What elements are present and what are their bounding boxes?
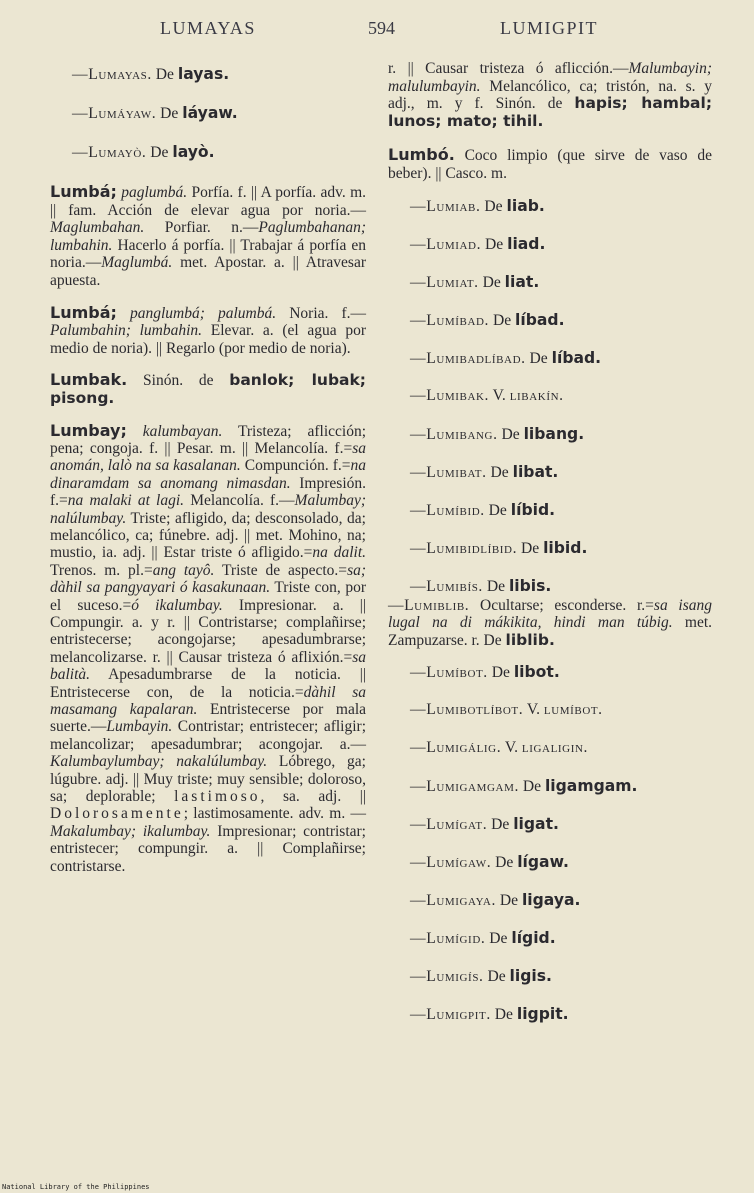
xref-target: libakín. — [509, 386, 564, 404]
xref-label: V. — [526, 701, 540, 719]
xref-entry — [388, 739, 712, 757]
definition-text: Entristecerse por mala suerte.— — [50, 701, 367, 736]
variant: dàhil sa masamang kapalaran. — [50, 683, 366, 719]
headword: —Lumigís. — [410, 968, 484, 986]
definition-text: Elevar. a. (el agua por medio de noria). || Regarlo (por medio de noria). — [50, 322, 366, 357]
definition-text: Coco limpio (que sirve de vaso de beber). || Casco. m. — [388, 147, 712, 182]
xref-target: lígaw. — [517, 853, 569, 872]
xref-label: De — [529, 349, 548, 367]
definition-text: Contristar; entristecer; afligir; melancolizar; apesadumbrar; acongojar. a.— — [50, 718, 366, 753]
xref-target: liblib. — [505, 630, 555, 649]
xref-entry — [388, 197, 712, 215]
xref-label: De — [160, 105, 179, 122]
variant: sa balità. — [50, 648, 366, 684]
xref-label: De — [491, 816, 510, 834]
definition-text: met. Zampuzarse. r. De — [388, 614, 713, 649]
xref-entry — [388, 463, 712, 481]
definition-text: Noria. f.— — [289, 304, 367, 322]
definition-text: Sinón. de — [143, 372, 214, 390]
headword: —Lumigamgam. — [410, 778, 519, 796]
variant: Makalumbay; ikalumbay. — [50, 822, 211, 840]
xref-target: libat. — [512, 462, 559, 481]
xref-target: libis. — [508, 576, 552, 595]
xref-target: ligpit. — [516, 1005, 569, 1024]
xref-entry — [388, 577, 712, 595]
entry-lumba-2 — [50, 304, 366, 358]
xref-target: ligamgam. — [544, 777, 638, 796]
xref-entry — [388, 777, 712, 795]
headword: —Lumiblib. — [388, 596, 470, 614]
xref-label: De — [488, 501, 507, 519]
variant: Lumbayin. — [106, 718, 173, 736]
xref-target: lígid. — [511, 929, 556, 948]
xref-target: libid. — [543, 538, 588, 557]
lemma: Lumbay; — [50, 420, 127, 440]
xref-target: lumíbot. — [543, 701, 603, 719]
headword: —Lumigálig. — [410, 739, 502, 757]
headword: —Lumiab. — [410, 197, 481, 215]
definition-text: Hacerlo á porfía. || Trabajar á porfía en noria.— — [50, 236, 366, 272]
xref-entry — [388, 387, 712, 405]
xref-entry — [388, 425, 712, 443]
definition-text: Triste; afligido, da; desconsolado, da; melancólico, ca; fúnebre. adj. || met. Mohino, na; mustio, ia. adj. || Estar triste ó afligido.= — [50, 509, 366, 562]
definition-text: met. Apostar. a. || Atravesar apuesta. — [50, 254, 366, 289]
left-column — [50, 60, 366, 875]
xref-label: De — [501, 425, 520, 443]
xref-target: líbad. — [551, 348, 602, 367]
right-xref-list — [388, 197, 712, 595]
headword: —Lumiad. — [410, 235, 482, 253]
xref-target: layas. — [177, 65, 230, 83]
variant: Palumbahin; lumbahin. — [50, 322, 203, 340]
variant: Maglumbá. — [101, 254, 173, 272]
xref-label: De — [520, 539, 540, 557]
xref-entry — [388, 501, 712, 519]
lemma: Lumbak. — [50, 370, 128, 390]
variant: ang tayô. — [152, 561, 215, 579]
xref-target: liab. — [506, 196, 545, 215]
definition-text: , sa. adj. || — [260, 788, 366, 806]
xref-target: liat. — [504, 272, 540, 291]
variant: sa anomán, lalò na sa kasalanan. — [50, 439, 366, 475]
xref-entry — [388, 539, 712, 557]
xref-target: ligaya. — [521, 891, 581, 910]
entry-lumbak — [50, 371, 366, 407]
xref-label: De — [491, 664, 510, 682]
entry-lumbay — [50, 422, 366, 876]
xref-entry — [388, 701, 712, 719]
xref-target: láyaw. — [182, 104, 238, 122]
xref-entry — [388, 929, 712, 947]
xref-label: De — [522, 778, 542, 796]
headword: —Lumígid. — [410, 930, 486, 948]
definition-text: Melancólico, ca; tristón, na. s. y adj., m. y f. Sinón. de — [388, 77, 713, 113]
xref-target: líbid. — [510, 500, 556, 519]
variant: Paglumbahanan; lumbahin. — [50, 219, 366, 254]
variant: Malumbayin; malulumbayin. — [388, 60, 712, 95]
xref-target: ligis. — [509, 967, 552, 986]
lemma: Lumbá; — [50, 302, 117, 322]
definition-text: Tristeza; aflicción; pena; congoja. f. || Pesar. m. || Melancolía. f.= — [50, 422, 366, 457]
xref-label: De — [489, 930, 508, 948]
entry-lumiblib — [388, 597, 712, 650]
xref-label: De — [499, 892, 519, 910]
spaced-text: lastimoso — [174, 788, 261, 806]
headword: —Lumibotlíbot. — [410, 701, 524, 719]
xref-entry — [388, 273, 712, 291]
library-credit: National Library of the Philippines — [2, 1183, 150, 1191]
xref-entry — [388, 349, 712, 367]
variant: ó ikalumbay. — [131, 596, 223, 614]
headword: —Lumigpit. — [410, 1006, 491, 1024]
xref-entry — [388, 235, 712, 253]
lemma: Lumbá; — [50, 182, 117, 201]
variant: Maglumbahan. — [50, 219, 145, 237]
xref-label: De — [492, 311, 512, 329]
variant: panglumbá; palumbá. — [130, 304, 277, 322]
headword: —Lumíbid. — [410, 501, 485, 519]
variant: na dalit. — [312, 544, 366, 562]
xref-label: V. — [504, 739, 519, 757]
definition-text: r. || Causar tristeza ó aflicción.— — [388, 60, 629, 77]
headword: —Lumibís. — [410, 577, 483, 595]
xref-label: De — [490, 463, 509, 481]
definition-text: Lóbrego, ga; lúgubre. adj. || Muy triste; muy sensible; doloroso, sa; deplorable; — [50, 753, 366, 806]
variant: sa; dàhil sa pangyayari ó kasakunaan. — [50, 561, 367, 597]
variant: sa isang lugal na di mákikita, hindi man túbig. — [388, 596, 712, 632]
xref-target: líbad. — [515, 310, 565, 329]
entry-lumba-1 — [50, 183, 366, 290]
header-guide-word-right: LUMIGPIT — [500, 18, 598, 38]
variant: Kalumbaylumbay; nakalúlumbay. — [50, 753, 268, 771]
page-header — [0, 18, 754, 46]
definition-text: Porfía. f. || A porfía. adv. m. || fam. Acción de elevar agua por noria.— — [50, 184, 367, 219]
xref-entry — [388, 1005, 712, 1023]
xref-entry — [50, 143, 366, 161]
xref-target: ligat. — [513, 815, 559, 834]
headword: —Lumayò. — [72, 144, 147, 161]
definition-text: Apesadumbrarse de la noticia. || Entristecerse con, de la noticia.= — [50, 666, 366, 701]
definition-text: Impresionar. a. || Compungir. a. y r. || Contristarse; complañirse; entristecerse; acongojarse; apesadumbrarse; melancolizarse. r. || Causar tristeza ó aflixión.= — [50, 596, 366, 666]
headword: —Lumibat. — [410, 463, 487, 481]
variant: Malumbay; nalúlumbay. — [50, 492, 366, 527]
left-xref-list — [50, 65, 366, 161]
page-number: 594 — [368, 18, 395, 38]
xref-label: De — [482, 273, 501, 291]
headword: —Lumibadlíbad. — [410, 349, 526, 367]
xref-target: libang. — [523, 424, 585, 443]
headword: —Lumibidlíbid. — [410, 539, 518, 557]
header-guide-word-left: LUMAYAS — [160, 18, 256, 38]
headword: —Lumígaw. — [410, 854, 492, 872]
xref-entry — [388, 891, 712, 909]
xref-entry — [50, 65, 366, 83]
xref-target: layò. — [172, 143, 215, 161]
headword: —Lumiat. — [410, 273, 479, 291]
xref-entry — [388, 967, 712, 985]
headword: —Lumígat. — [410, 816, 488, 834]
definition-text: Impresionar; contristar; entristecer; compungir. a. || Complañirse; contristarse. — [50, 822, 366, 875]
definition-text: Triste de aspecto.= — [214, 561, 348, 579]
xref-target: libot. — [513, 663, 560, 682]
xref-target: liad. — [507, 234, 546, 253]
definition-text: Triste con, por el suceso.= — [50, 579, 366, 614]
definition-text: Porfiar. n.— — [164, 219, 259, 237]
definition-text: Trenos. m. pl.= — [50, 561, 153, 579]
headword: —Lumíbot. — [410, 664, 488, 682]
variant: na malaki at lagi. — [67, 492, 185, 510]
xref-label: V. — [492, 386, 506, 404]
xref-target: ligaligin. — [521, 739, 589, 757]
headword: —Lumayas. — [72, 66, 152, 83]
xref-entry — [388, 663, 712, 681]
entry-lumbay-continued — [388, 60, 712, 130]
synonyms: banlok; lubak; pisong. — [50, 371, 367, 407]
xref-label: De — [487, 968, 506, 986]
xref-label: De — [486, 577, 506, 595]
right-xref-list-2 — [388, 663, 712, 1023]
xref-entry — [50, 104, 366, 122]
xref-label: De — [150, 144, 169, 161]
xref-entry — [388, 853, 712, 871]
variant: kalumbayan. — [142, 422, 223, 440]
right-column — [388, 60, 712, 1023]
entry-lumbo — [388, 146, 712, 182]
xref-label: De — [495, 854, 514, 872]
definition-text: Melancolía. f.— — [184, 492, 295, 510]
headword: —Lumigaya. — [410, 892, 496, 910]
spaced-text: Dolorosamente — [50, 805, 184, 823]
xref-entry — [388, 815, 712, 833]
definition-text: ; lastimosamente. adv. m. — — [183, 805, 366, 823]
headword: —Lumáyaw. — [72, 105, 157, 122]
xref-label: De — [494, 1006, 513, 1024]
headword: —Lumibang. — [410, 425, 498, 443]
synonyms: hapis; hambal; lunos; mato; tihil. — [388, 94, 713, 130]
xref-entry — [388, 311, 712, 329]
definition-text: Compunción. f.= — [240, 457, 351, 475]
lemma: Lumbó. — [388, 145, 455, 165]
variant: paglumbá. — [121, 184, 188, 201]
xref-label: De — [155, 66, 174, 83]
headword: —Lumíbad. — [410, 311, 490, 329]
definition-text: Ocultarse; esconderse. r.= — [480, 596, 654, 614]
variant: na dinaramdam sa anomang nimasdan. — [50, 457, 366, 492]
headword: —Lumibak. — [410, 386, 490, 404]
definition-text: Impresión. f.= — [50, 474, 366, 510]
xref-label: De — [485, 235, 504, 253]
xref-label: De — [484, 197, 503, 215]
